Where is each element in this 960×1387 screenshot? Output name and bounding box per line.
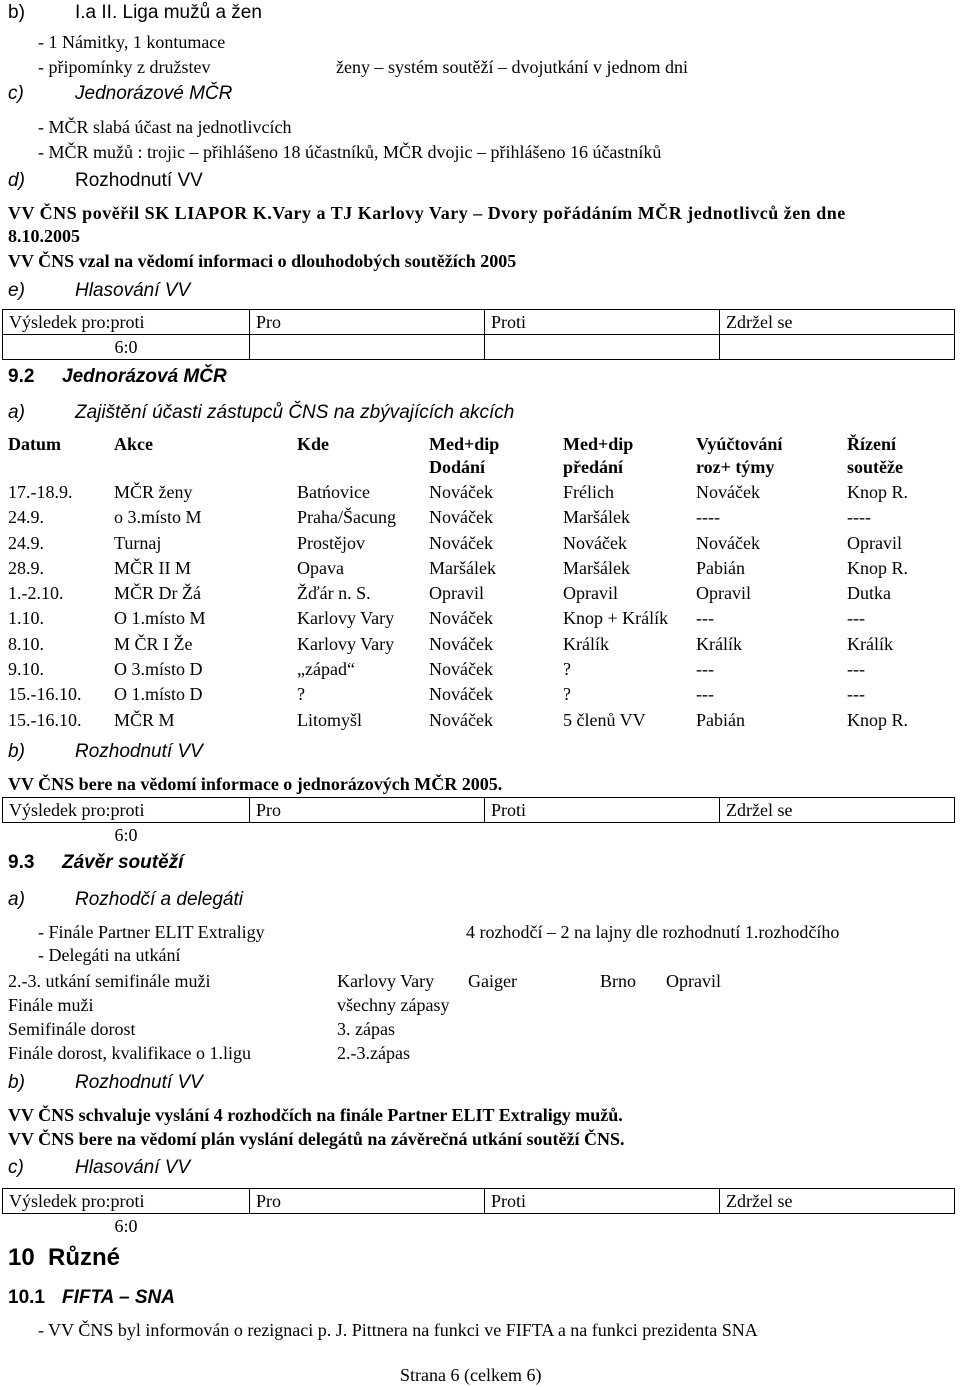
list-item: - Finále Partner ELIT Extraligy — [38, 922, 265, 942]
table-row — [8, 582, 947, 607]
vote-result: 6:0 — [114, 824, 138, 845]
cell-delivery: Maršálek — [429, 557, 496, 578]
vote-header-result: Výsledek pro:proti — [3, 310, 250, 335]
cell-handover: 5 členů VV — [563, 709, 646, 730]
table-row — [8, 506, 947, 531]
vote-header-pro: Pro — [250, 1189, 485, 1214]
vote-header-result: Výsledek pro:proti — [3, 798, 250, 823]
delegate-name: Opravil — [666, 971, 721, 991]
vote-header-pro: Pro — [250, 310, 485, 335]
cell-delivery: Nováček — [429, 507, 493, 528]
cell-place: Žďár n. S. — [297, 583, 371, 604]
cell-date: 24.9. — [8, 507, 44, 528]
section-title: Zajištění účasti zástupců ČNS na zbývajících akcích — [75, 402, 515, 423]
vote-proti — [485, 1214, 720, 1239]
cell-date: 28.9. — [8, 557, 44, 578]
section-number: 9.3 — [8, 852, 35, 873]
section-marker: d) — [8, 170, 25, 191]
cell-delivery: Nováček — [429, 482, 493, 502]
section-marker: b) — [8, 1072, 25, 1093]
vote-result: 6:0 — [114, 1215, 138, 1236]
delegate-label: Semifinále dorost — [8, 1019, 136, 1039]
cell-billing: Králík — [696, 633, 742, 654]
cell-billing: --- — [696, 608, 714, 629]
cell-control: Knop R. — [847, 482, 909, 502]
events-table — [8, 432, 947, 734]
vote-pro — [250, 823, 485, 848]
cell-delivery: Nováček — [429, 709, 493, 730]
cell-handover: ? — [563, 684, 571, 705]
decision-text: VV ČNS schvaluje vyslání 4 rozhodčích na finále Partner ELIT Extraligy mužů. — [8, 1105, 623, 1125]
col-header: Med+dip předání — [563, 434, 634, 477]
delegate-place: Brno — [600, 971, 636, 991]
cell-handover: Maršálek — [563, 557, 630, 578]
cell-event: MČR ženy — [114, 482, 193, 502]
cell-billing: Pabián — [696, 557, 745, 578]
delegate-label: Finále muži — [8, 995, 94, 1015]
cell-handover: Králík — [563, 633, 609, 654]
cell-billing: ---- — [696, 507, 720, 528]
section-title: I.a II. Liga mužů a žen — [75, 2, 262, 23]
section-title: Rozhodnutí VV — [75, 170, 203, 191]
section-title: Hlasování VV — [75, 1157, 191, 1178]
delegate-place: všechny zápasy — [337, 995, 450, 1015]
cell-control: Dutka — [847, 583, 891, 604]
cell-event: MČR Dr Žá — [114, 583, 201, 604]
section-marker: a) — [8, 402, 25, 423]
cell-date: 8.10. — [8, 633, 44, 654]
cell-place: Karlovy Vary — [297, 633, 395, 654]
table-row — [8, 607, 947, 632]
cell-billing: --- — [696, 684, 714, 705]
cell-place: Praha/Šacung — [297, 507, 396, 528]
section-marker: b) — [8, 2, 25, 23]
cell-event: Turnaj — [114, 532, 162, 553]
list-item: - připomínky z družstev — [38, 57, 211, 77]
table-header-row — [8, 432, 947, 481]
cell-billing: Pabián — [696, 709, 745, 730]
vote-header-zdrzel: Zdržel se — [720, 310, 955, 335]
table-row — [8, 557, 947, 582]
vote-header-proti: Proti — [485, 798, 720, 823]
vote-proti — [485, 823, 720, 848]
vote-zdrzel — [720, 823, 955, 848]
vote-pro — [250, 335, 485, 360]
cell-event: O 1.místo M — [114, 608, 206, 629]
section-marker: c) — [8, 83, 24, 104]
section-title: Závěr soutěží — [62, 852, 184, 873]
list-item-note: 4 rozhodčí – 2 na lajny dle rozhodnutí 1.rozhodčího — [466, 922, 840, 942]
vote-header-zdrzel: Zdržel se — [720, 1189, 955, 1214]
vote-header-proti: Proti — [485, 310, 720, 335]
col-header: Akce — [114, 434, 153, 454]
cell-place: Batńovice — [297, 482, 370, 502]
section-marker: c) — [8, 1157, 24, 1178]
cell-delivery: Nováček — [429, 633, 493, 654]
cell-place: „západ“ — [297, 659, 355, 680]
table-row — [8, 683, 947, 708]
vote-zdrzel — [720, 1214, 955, 1239]
delegate-label: 2.-3. utkání semifinále muži — [8, 971, 211, 991]
cell-date: 24.9. — [8, 532, 44, 553]
vote-header-zdrzel: Zdržel se — [720, 798, 955, 823]
cell-event: MČR II M — [114, 557, 192, 578]
cell-control: --- — [847, 684, 865, 705]
vote-table — [2, 309, 955, 360]
decision-text: VV ČNS pověřil SK LIAPOR K.Vary a TJ Karlovy Vary – Dvory pořádáním MČR jednotlivců žen dne — [8, 203, 846, 223]
vote-table — [2, 797, 955, 847]
table-row — [8, 481, 947, 506]
vote-pro — [250, 1214, 485, 1239]
list-item-note: ženy – systém soutěží – dvojutkání v jednom dni — [336, 57, 688, 77]
col-header: Kde — [297, 434, 330, 454]
cell-control: ---- — [847, 507, 871, 528]
col-header: Řízení soutěže — [847, 434, 903, 477]
cell-handover: Maršálek — [563, 507, 630, 528]
section-marker: b) — [8, 741, 25, 762]
cell-place: ? — [297, 684, 305, 705]
cell-event: M ČR I Že — [114, 633, 193, 654]
page-footer: Strana 6 (celkem 6) — [400, 1365, 542, 1385]
section-title: Rozhodčí a delegáti — [75, 889, 243, 910]
vote-header-pro: Pro — [250, 798, 485, 823]
cell-place: Karlovy Vary — [297, 608, 395, 629]
vote-table — [2, 1188, 955, 1238]
chapter-number: 10 — [8, 1244, 35, 1271]
cell-handover: Knop + Králík — [563, 608, 669, 629]
decision-text: VV ČNS bere na vědomí informace o jednorázových MČR 2005. — [8, 774, 503, 794]
vote-result: 6:0 — [3, 335, 250, 360]
chapter-title: Různé — [48, 1244, 120, 1271]
cell-delivery: Nováček — [429, 659, 493, 680]
cell-handover: ? — [563, 659, 571, 680]
decision-text: VV ČNS vzal na vědomí informaci o dlouhodobých soutěžích 2005 — [8, 251, 517, 271]
list-item: - 1 Námitky, 1 kontumace — [38, 32, 226, 52]
cell-handover: Nováček — [563, 532, 627, 553]
section-title: Rozhodnutí VV — [75, 741, 203, 762]
section-title: Hlasování VV — [75, 280, 191, 301]
cell-delivery: Nováček — [429, 532, 493, 553]
cell-date: 1.10. — [8, 608, 44, 629]
cell-billing: --- — [696, 659, 714, 680]
section-number: 10.1 — [8, 1287, 45, 1308]
cell-handover: Frélich — [563, 482, 614, 502]
section-title: Jednorázová MČR — [62, 366, 227, 387]
cell-date: 17.-18.9. — [8, 482, 73, 502]
vote-zdrzel — [720, 335, 955, 360]
cell-event: O 1.místo D — [114, 684, 203, 705]
cell-handover: Opravil — [563, 583, 618, 604]
cell-place: Prostějov — [297, 532, 366, 553]
cell-date: 15.-16.10. — [8, 684, 82, 705]
vote-proti — [485, 335, 720, 360]
cell-place: Opava — [297, 557, 344, 578]
vote-header-result: Výsledek pro:proti — [3, 1189, 250, 1214]
delegate-place: 3. zápas — [337, 1019, 395, 1039]
cell-billing: Nováček — [696, 482, 760, 502]
section-title: Jednorázové MČR — [75, 83, 233, 104]
cell-control: --- — [847, 608, 865, 629]
decision-text: VV ČNS bere na vědomí plán vyslání delegátů na závěrečná utkání soutěží ČNS. — [8, 1129, 625, 1149]
delegate-place: Karlovy Vary — [337, 971, 435, 991]
section-title: FIFTA – SNA — [62, 1287, 175, 1308]
delegate-label: Finále dorost, kvalifikace o 1.ligu — [8, 1043, 251, 1063]
cell-delivery: Opravil — [429, 583, 484, 604]
cell-date: 15.-16.10. — [8, 709, 82, 730]
table-row — [8, 633, 947, 658]
col-header: Datum — [8, 434, 61, 454]
section-marker: e) — [8, 280, 25, 301]
cell-event: MČR M — [114, 709, 175, 730]
list-item: - MČR slabá účast na jednotlivcích — [38, 117, 292, 137]
cell-date: 1.-2.10. — [8, 583, 64, 604]
table-row — [8, 658, 947, 683]
cell-event: O 3.místo D — [114, 659, 203, 680]
list-item: - MČR mužů : trojic – přihlášeno 18 účastníků, MČR dvojic – přihlášeno 16 účastníků — [38, 142, 662, 162]
cell-delivery: Nováček — [429, 608, 493, 629]
vote-header-proti: Proti — [485, 1189, 720, 1214]
cell-date: 9.10. — [8, 659, 44, 680]
col-header: Med+dip Dodání — [429, 434, 500, 477]
cell-control: Knop R. — [847, 557, 909, 578]
table-row — [8, 532, 947, 557]
cell-delivery: Nováček — [429, 684, 493, 705]
cell-control: Knop R. — [847, 709, 909, 730]
cell-billing: Opravil — [696, 583, 751, 604]
col-header: Vyúčtování roz+ týmy — [696, 434, 783, 477]
cell-event: o 3.místo M — [114, 507, 202, 528]
cell-billing: Nováček — [696, 532, 760, 553]
list-item: - Delegáti na utkání — [38, 945, 181, 965]
cell-control: --- — [847, 659, 865, 680]
delegate-place: 2.-3.zápas — [337, 1043, 410, 1063]
cell-place: Litomyšl — [297, 709, 363, 730]
section-number: 9.2 — [8, 366, 35, 387]
delegate-name: Gaiger — [468, 971, 517, 991]
section-marker: a) — [8, 889, 25, 910]
decision-text: 8.10.2005 — [8, 226, 80, 246]
section-title: Rozhodnutí VV — [75, 1072, 203, 1093]
cell-control: Králík — [847, 633, 893, 654]
cell-control: Opravil — [847, 532, 902, 553]
list-item: - VV ČNS byl informován o rezignaci p. J. Pittnera na funkci ve FIFTA a na funkci prezidenta SNA — [38, 1320, 758, 1340]
table-row — [8, 709, 947, 734]
